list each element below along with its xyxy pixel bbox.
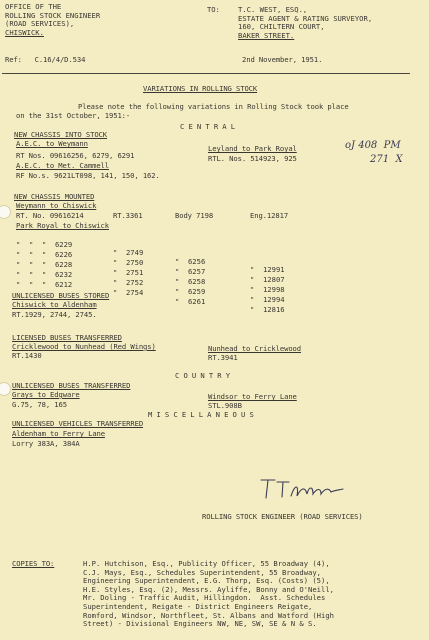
handwritten-note-1: oJ 408 PM [345,140,401,151]
copies-line: Mr. Doling - Traffic Audit, Hillingdon. Asst. Schedules [83,593,326,603]
to-label: TO: [207,5,220,14]
aec-metcammell: A.E.C. to Met. Cammell [16,161,109,170]
sender-line: (ROAD SERVICES), [5,19,75,29]
recipient-line: 160, CHILTERN COURT, [238,22,325,32]
document-title: VARIATIONS IN ROLLING STOCK [143,84,258,93]
stored-nos: RT.1929, 2744, 2745. [12,310,97,319]
punch-hole-bottom [0,382,11,396]
table-cell-ditto: " " " 6226 [16,249,73,259]
section-country: C O U N T R Y [175,371,230,380]
rt1430: RT.1430 [12,351,42,360]
rt-nos: RT Nos. 09616256, 6279, 6291 [16,151,135,160]
intro-line-1: Please note the following variations in Rolling Stock took place [78,102,349,111]
recipient-address [238,6,372,40]
signature-scrawl [255,476,345,502]
sender-line: CHISWICK. [5,27,44,37]
copies-line: Engineering Superintendent, E.G. Thorp, Esq. (Costs) (5), [83,576,330,586]
aldenham-ferry: Aldenham to Ferry Lane [12,429,105,438]
sender-line: ROLLING STOCK ENGINEER [5,10,101,20]
copies-line: Street) - Divisional Engineers NW, NE, SW, SE & N & S. [83,619,317,629]
park-royal-chiswick: Park Royal to Chiswick [16,221,109,230]
date: 2nd November, 1951. [242,55,323,64]
recipient-line: BAKER STREET. [238,30,295,40]
stl: STL.908B [208,401,242,410]
weymann-chiswick: Weymann to Chiswick [16,201,97,210]
header-divider [2,73,410,74]
table-cell-body: " 6259 [175,286,206,296]
copies-line: H.P. Hutchison, Esq., Publicity Officer, 55 Broadway (4), [83,559,330,568]
sender-address [5,3,100,37]
cricklewood-nunhead: Cricklewood to Nunhead (Red Wings) [12,342,156,351]
grays-edgware: Grays to Edgware [12,390,80,399]
mounted-first-rt: RT.3361 [113,211,143,220]
unlicensed-vehicles-heading: UNLICENSED VEHICLES TRANSFERRED [12,419,144,428]
table-cell-rt: " 2752 [113,278,144,288]
new-chassis-mounted-heading: NEW CHASSIS MOUNTED [14,192,95,201]
rf-nos: RF No.s. 9621LT098, 141, 150, 162. [16,171,160,180]
section-central: C E N T R A L [180,122,235,131]
leyland-park-royal: Leyland to Park Royal [208,144,297,153]
table-cell-eng: " 12998 [250,285,285,295]
licensed-transferred-heading: LICENSED BUSES TRANSFERRED [12,333,122,342]
unlicensed-stored-heading: UNLICENSED BUSES STORED [12,291,110,300]
recipient-line: T.C. WEST, ESQ., [238,5,308,14]
table-cell-rt: " 2754 [113,288,144,298]
rt3941: RT.3941 [208,353,238,362]
table-cell-eng: " 12807 [250,275,285,285]
mounted-first-eng: Eng.12817 [250,211,289,220]
table-cell-ditto: " " " 6232 [16,269,73,279]
windsor-ferry: Windsor to Ferry Lane [208,392,297,401]
aec-weymann: A.E.C. to Weymann [16,139,88,148]
table-cell-ditto: " " " 6228 [16,259,73,269]
copies-line: Superintendent, Reigate - District Engineers Reigate, [83,601,313,611]
table-cell-body: " 6256 [175,256,206,266]
mounted-first-rt-no: RT. No. 09616214 [16,211,84,220]
table-cell-body: " 6257 [175,266,206,276]
lorry: Lorry 383A, 384A [12,439,80,448]
intro-line-2: on the 31st October, 1951:- [16,111,131,120]
table-cell-ditto: " " " 6229 [16,239,73,249]
table-cell-rt: " 2750 [113,258,144,268]
copies-line: Romford, Windsor, Northfleet, St. Albans and Watford (High [83,610,334,620]
mounted-first-body: Body 7198 [175,211,214,220]
sender-line: OFFICE OF THE [5,2,62,11]
chiswick-aldenham: Chiswick to Aldenham [12,300,97,309]
table-cell-body: " 6261 [175,296,206,306]
table-cell-eng: " 12816 [250,305,285,315]
table-cell-rt: " 2749 [113,248,144,258]
nunhead-cricklewood: Nunhead to Cricklewood [208,344,301,353]
reference: Ref: C.16/4/D.534 [5,55,86,64]
table-cell-eng: " 12991 [250,265,285,275]
section-miscellaneous: M I S C E L L A N E O U S [148,410,254,419]
table-cell-body: " 6258 [175,276,206,286]
rtl-nos: RTL. Nos. 514923, 925 [208,154,297,163]
copies-line: H.E. Styles, Esq. (2), Messrs. Ayliffe, Bonny and O'Neill, [83,584,334,594]
handwritten-note-2: 271 X [370,154,403,165]
punch-hole-top [0,205,11,219]
table-cell-eng: " 12994 [250,295,285,305]
table-cell-rt: " 2751 [113,268,144,278]
signature-title: ROLLING STOCK ENGINEER (ROAD SERVICES) [202,512,363,521]
table-cell-ditto: " " " 6212 [16,279,73,289]
copies-line: C.J. Mays, Esq., Schedules Superintendent, 55 Broadway, [83,567,321,577]
g-nos: G.75, 78, 165 [12,400,67,409]
copies-list [83,560,334,629]
recipient-line: ESTATE AGENT & RATING SURVEYOR, [238,13,373,23]
new-chassis-heading: NEW CHASSIS INTO STOCK [14,130,107,139]
copies-label: COPIES TO: [12,559,55,568]
unlicensed-transferred-heading: UNLICENSED BUSES TRANSFERRED [12,381,131,390]
